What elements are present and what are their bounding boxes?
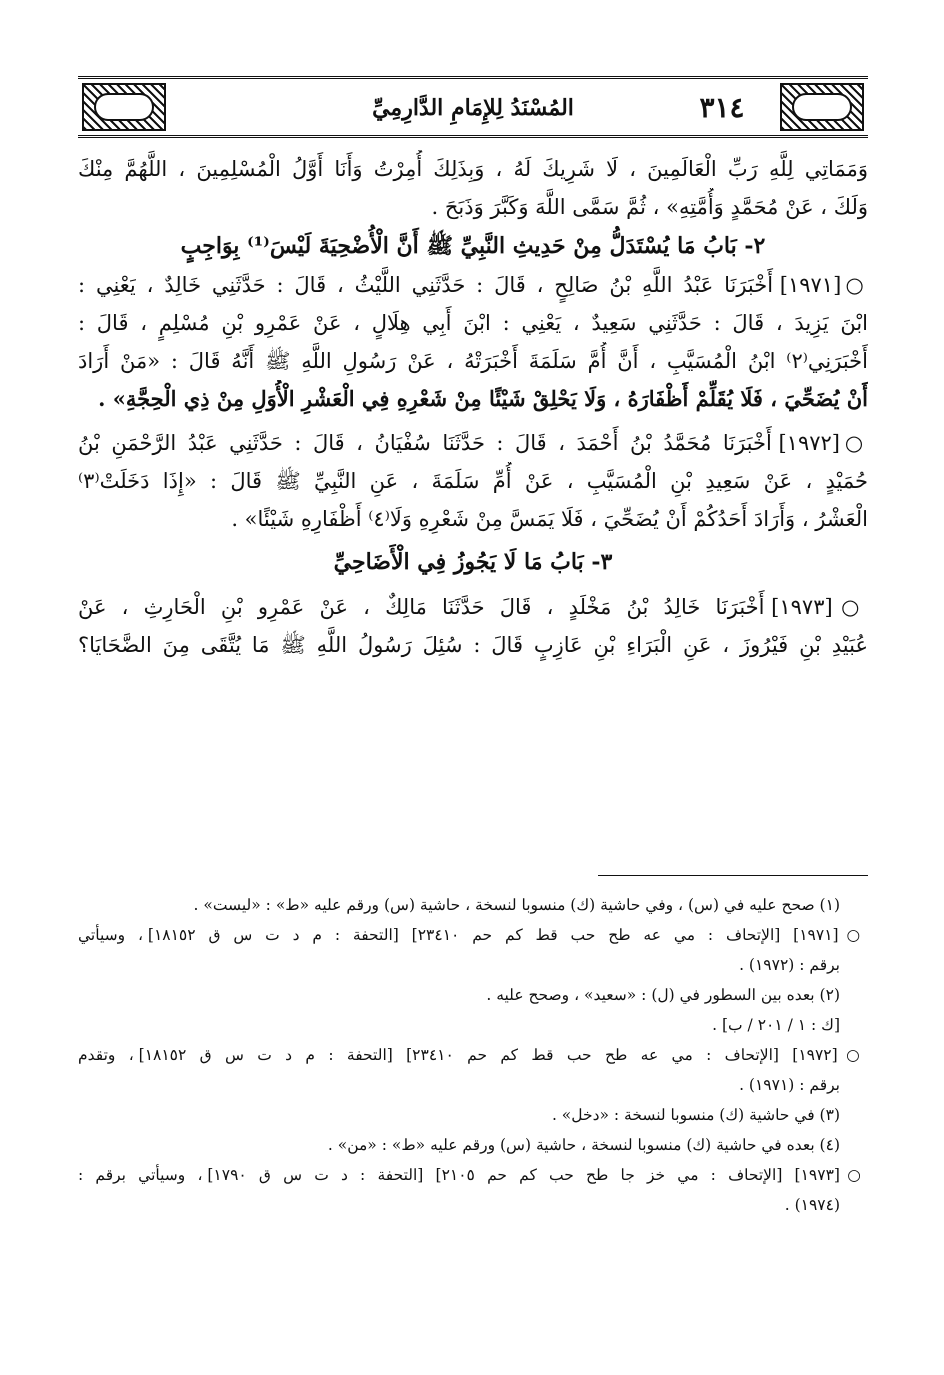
hadith-1972-line: حُمَيْدٍ ، عَنْ سَعِيدِ بْنِ الْمُسَيَّبِ ، عَنْ أُمِّ سَلَمَةَ ، عَنِ النَّبِيِّ ﷺ قَالَ : «إِذَا دَخَلَتْ⁽٣⁾ <box>78 469 868 493</box>
hadith-1971-line: ○[١٩٧١] أَخْبَرَنَا عَبْدُ اللَّهِ بْنُ صَالِحٍ ، قَالَ : حَدَّثَنِي اللَّيْثُ ، قَالَ : حَدَّثَنِي خَالِدٌ ، يَعْنِي : <box>78 273 868 297</box>
hadith-1973-line: عُبَيْدِ بْنِ فَيْرُوزَ ، عَنِ الْبَرَاءِ بْنِ عَازِبٍ قَالَ : سُئِلَ رَسُولُ اللَّهِ ﷺ مَا يُتَّقَى مِنَ الضَّحَايَا؟ <box>78 633 868 657</box>
hadith-1971-line: أَخْبَرَنِي⁽٢⁾ ابْنُ الْمُسَيَّبِ ، أَنَّ أُمَّ سَلَمَةَ أَخْبَرَتْهُ ، عَنْ رَسُولِ اللَّهِ ﷺ أَنَّهُ قَالَ : «مَنْ أَرَادَ <box>78 349 868 373</box>
hadith-1972-line: الْعَشْرُ ، وَأَرَادَ أَحَدُكُمْ أَنْ يُضَحِّيَ ، فَلَا يَمَسَّ مِنْ شَعْرِهِ وَلَا⁽٤⁾ أَظْفَارِهِ شَيْئًا» . <box>231 507 868 531</box>
footnote: ○[١٩٧٢] [الإتحاف : مي عه طح حب قط كم حم ٢٣٤١٠] [التحفة : م د ت س ق ١٨١٥٢] ، وتقدم <box>78 1046 868 1064</box>
ornament-left-icon <box>82 83 166 131</box>
text-line: وَمَمَاتِي لِلَّهِ رَبِّ الْعَالَمِينَ ، لَا شَرِيكَ لَهُ ، وَبِذَلِكَ أُمِرْتُ وَأَنَا أَوَّلُ الْمُسْلِمِينَ ، اللَّهُمَّ مِنْكَ <box>78 157 868 181</box>
hadith-1973-line: ○[١٩٧٣] أَخْبَرَنَا خَالِدُ بْنُ مَخْلَدٍ ، قَالَ حَدَّثَنَا مَالِكٌ ، عَنْ عَمْرِو بْنِ الْحَارِثِ ، عَنْ <box>78 595 868 619</box>
footnotes <box>78 890 868 1220</box>
footnote: (٢) بعده بين السطور في (ل) : «سعيد» ، وصحح عليه . <box>486 986 840 1004</box>
footnote: (١) صحح عليه في (س) ، وفي حاشية (ك) منسوبا لنسخة ، حاشية (س) ورقم عليه «ط» : «ليست» . <box>193 896 840 914</box>
footnote: برقم : (١٩٧٢) . <box>739 956 840 974</box>
text-line: وَلَكَ ، عَنْ مُحَمَّدٍ وَأُمَّتِهِ» ، ثُمَّ سَمَّى اللَّهَ وَكَبَّرَ وَذَبَحَ . <box>431 195 868 219</box>
main-text <box>78 150 868 664</box>
footnote: (٣) في حاشية (ك) منسوبا لنسخة : «دخل» . <box>551 1106 840 1124</box>
hadith-1972-line: ○[١٩٧٢] أَخْبَرَنَا مُحَمَّدُ بْنُ أَحْمَدَ ، قَالَ : حَدَّثَنَا سُفْيَانُ ، قَالَ : حَدَّثَنِي عَبْدُ الرَّحْمَنِ بْنُ <box>78 431 868 455</box>
running-title: المُسْنَدُ لِلإِمَامِ الدَّارِمِيِّ <box>372 95 574 121</box>
chapter-heading: ٢- بَابُ مَا يُسْتَدَلُّ مِنْ حَدِيثِ النَّبِيِّ ﷺ أَنَّ الْأُضْحِيَةَ لَيْسَ⁽¹⁾ بِوَاجِبٍ <box>180 233 766 259</box>
footnote: [ك : ١ / ٢٠١ / ب] . <box>712 1016 840 1034</box>
hadith-1971-line: ابْنَ يَزِيدَ ، قَالَ : حَدَّثَنِي سَعِيدٌ ، يَعْنِي : ابْنَ أَبِي هِلَالٍ ، عَنْ عَمْرِو بْنِ مُسْلِمٍ ، قَالَ : <box>78 311 868 335</box>
hadith-1971-line: أَنْ يُضَحِّيَ ، فَلَا يُقَلِّمْ أَظْفَارَهُ ، وَلَا يَحْلِقْ شَيْئًا مِنْ شَعْرِهِ فِي الْعَشْرِ الْأُوَلِ مِنْ ذِي الْحِجَّةِ» . <box>98 386 868 411</box>
ornament-right-icon <box>780 83 864 131</box>
footnote: برقم : (١٩٧١) . <box>739 1076 840 1094</box>
page-number: ٣١٤ <box>699 91 745 124</box>
footnote: ○[١٩٧٣] [الإتحاف : مي خز جا طح حب كم حم ٢١٠٥] [التحفة : د ت س ق ١٧٩٠] ، وسيأتي برقم : <box>78 1166 868 1184</box>
footnote: (٤) بعده في حاشية (ك) منسوبا لنسخة ، حاشية (س) ورقم عليه «ط» : «من» . <box>327 1136 840 1154</box>
page-header <box>78 76 868 138</box>
footnote: (١٩٧٤) . <box>784 1196 840 1214</box>
footnote-separator <box>598 875 868 876</box>
footnote: ○[١٩٧١] [الإتحاف : مي عه طح حب قط كم حم ٢٣٤١٠] [التحفة : م د ت س ق ١٨١٥٢] ، وسيأتي <box>78 926 868 944</box>
chapter-heading: ٣- بَابُ مَا لَا يَجُوزُ فِي الْأَضَاحِيِّ <box>333 549 613 575</box>
